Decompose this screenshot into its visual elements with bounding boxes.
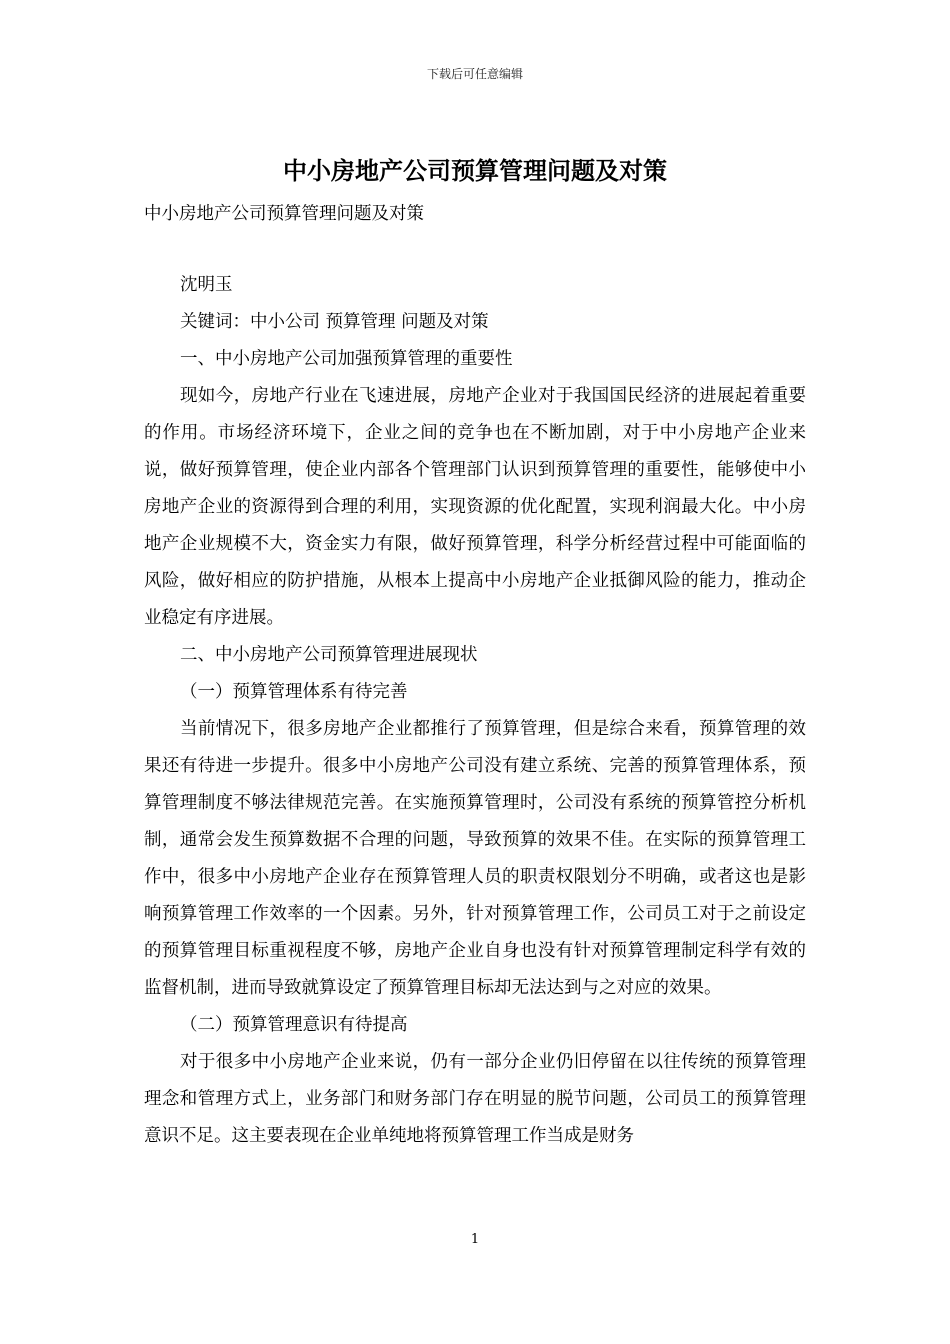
author-line: 沈明玉 <box>180 275 233 295</box>
subsection-heading-system: （一）预算管理体系有待完善 <box>180 682 408 702</box>
blank-line <box>144 232 806 267</box>
keywords-line: 关键词：中小公司 预算管理 问题及对策 <box>180 312 489 332</box>
section-heading-importance: 一、中小房地产公司加强预算管理的重要性 <box>180 349 513 369</box>
subsection-heading-awareness: （二）预算管理意识有待提高 <box>180 1015 408 1035</box>
document-subtitle: 中小房地产公司预算管理问题及对策 <box>144 204 424 224</box>
document-title: 中小房地产公司预算管理问题及对策 <box>283 156 667 185</box>
page-number: 1 <box>470 1232 480 1247</box>
paragraph-system: 当前情况下，很多房地产企业都推行了预算管理，但是综合来看，预算管理的效果还有待进一步提升。很多中小房地产公司没有建立系统、完善的预算管理体系，预算管理制度不够法律规范完善。在实施预算管理时，公司没有系统的预算管控分析机制，通常会发生预算数据不合理的问题，导致预算的效果不佳。在实际的预算管理工作中，很多中小房地产企业存在预算管理人员的职责权限划分不明确，或者这也是影响预算管理工作效率的一个因素。另外，针对预算管理工作，公司员工对于之前设定的预算管理目标重视程度不够，房地产企业自身也没有针对预算管理制定科学有效的监督机制，进而导致就算设定了预算管理目标却无法达到与之对应的效果。 <box>144 719 806 998</box>
header-note: 下载后可任意编辑 <box>426 67 523 81</box>
paragraph-awareness: 对于很多中小房地产企业来说，仍有一部分企业仍旧停留在以往传统的预算管理理念和管理方式上，业务部门和财务部门存在明显的脱节问题，公司员工的预算管理意识不足。这主要表现在企业单纯地将预算管理工作当成是财务 <box>144 1052 806 1146</box>
section-heading-status: 二、中小房地产公司预算管理进展现状 <box>180 645 478 665</box>
paragraph-importance: 现如今，房地产行业在飞速进展，房地产企业对于我国国民经济的进展起着重要的作用。市场经济环境下，企业之间的竞争也在不断加剧，对于中小房地产企业来说，做好预算管理，使企业内部各个管理部门认识到预算管理的重要性，能够使中小房地产企业的资源得到合理的利用，实现资源的优化配置，实现利润最大化。中小房地产企业规模不大，资金实力有限，做好预算管理，科学分析经营过程中可能面临的风险，做好相应的防护措施，从根本上提高中小房地产企业抵御风险的能力，推动企业稳定有序进展。 <box>144 386 806 628</box>
document-body <box>144 196 806 1155</box>
